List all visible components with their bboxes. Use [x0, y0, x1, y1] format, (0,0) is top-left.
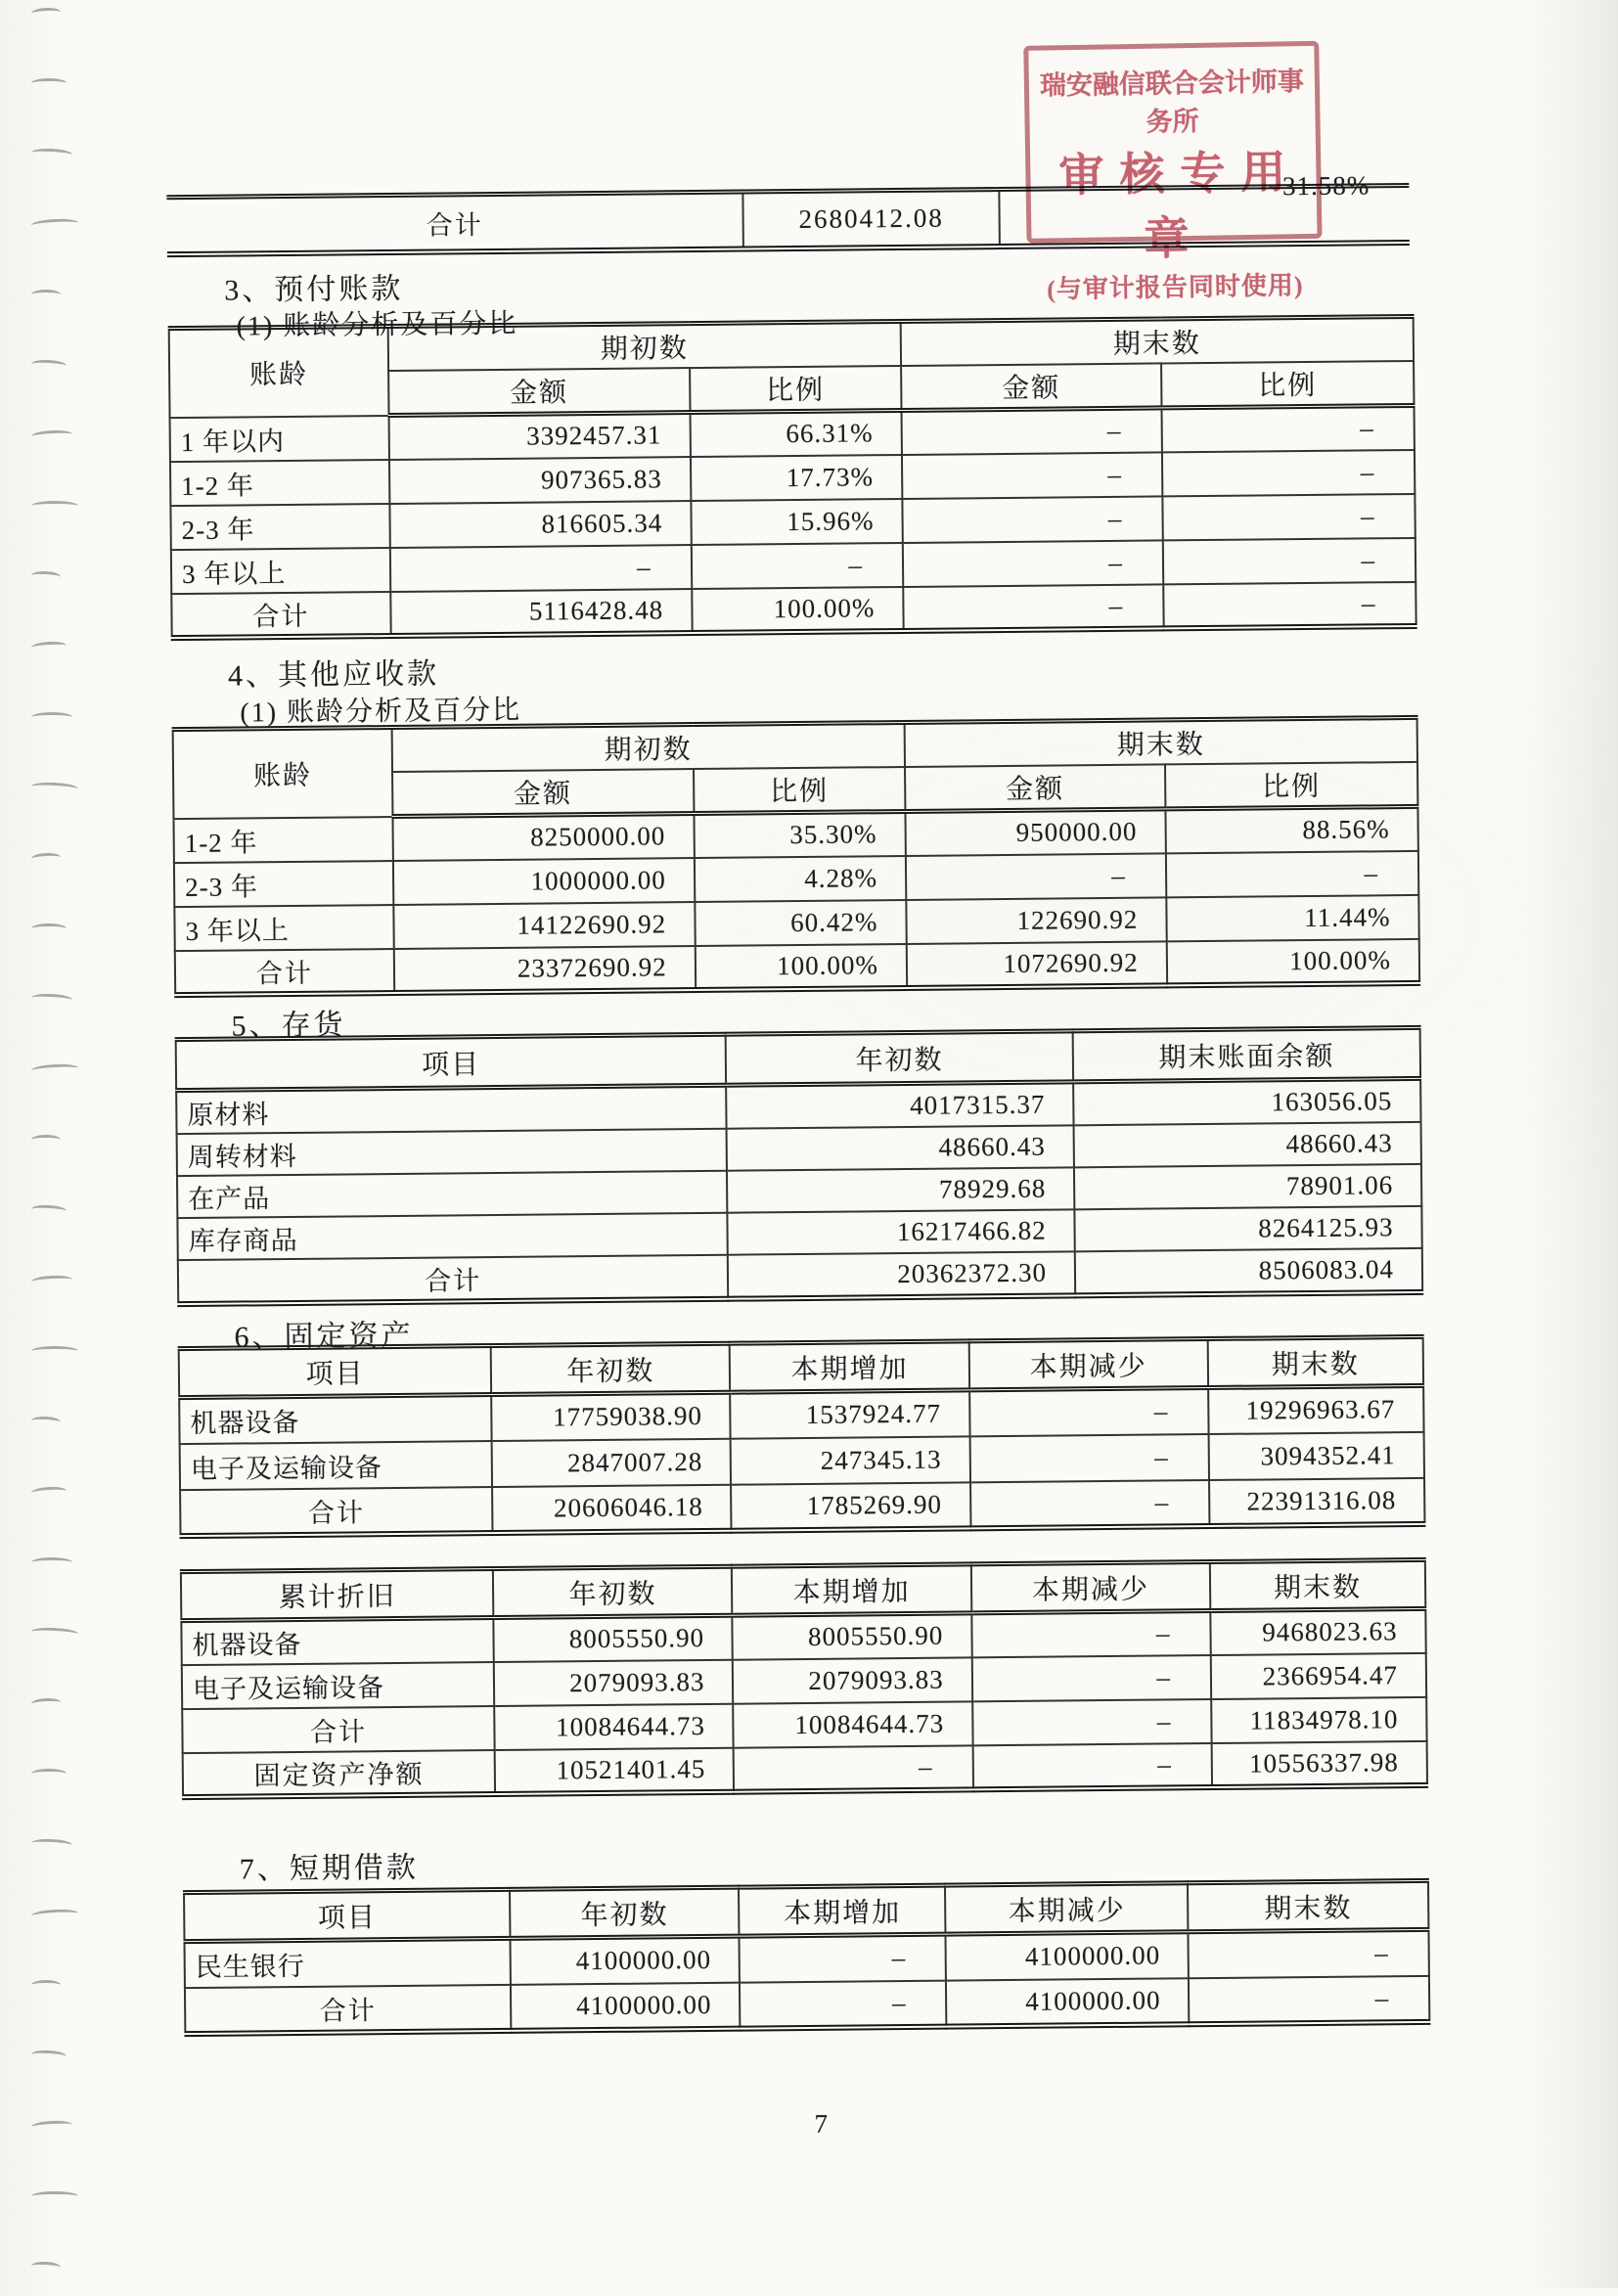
accumulated-depreciation-table-grid: [180, 1557, 1428, 1800]
column-header: 项目: [176, 1034, 727, 1090]
table-cell: 20606046.18: [492, 1484, 732, 1532]
table-cell: 合计: [182, 1706, 495, 1753]
column-header: 账龄: [169, 327, 389, 418]
column-header: 年初数: [491, 1343, 731, 1394]
table-cell: 10084644.73: [734, 1701, 973, 1747]
prepaid-aging-table: [168, 314, 1417, 641]
table-cell: 15.96%: [691, 498, 903, 544]
section-3-title: 3、预付账款: [224, 272, 404, 307]
column-header: 累计折旧: [181, 1569, 494, 1621]
column-header: 本期增加: [732, 1564, 971, 1615]
column-header: 年初数: [726, 1031, 1073, 1085]
column-header: 年初数: [493, 1566, 733, 1617]
table-cell: –: [971, 1655, 1211, 1701]
table-cell: 机器设备: [179, 1395, 492, 1444]
table-cell: 17.73%: [691, 454, 903, 500]
table-cell: 合计: [185, 1984, 512, 2033]
table-cell: 3 年以上: [171, 548, 390, 594]
table-cell: 在产品: [177, 1171, 728, 1218]
short-term-loans-table-grid: [183, 1878, 1430, 2037]
table-cell: 1 年以内: [170, 416, 389, 462]
table-cell: 100.00%: [1166, 938, 1419, 984]
table-cell: 48660.43: [727, 1125, 1074, 1170]
table-cell: –: [740, 1980, 947, 2028]
table-cell: 电子及运输设备: [180, 1441, 493, 1490]
table-cell: 78929.68: [727, 1167, 1074, 1212]
table-cell: 合计: [171, 592, 390, 638]
table-cell: 11834978.10: [1211, 1696, 1427, 1742]
column-header: 金额: [388, 368, 690, 415]
section-3-subtitle: (1) 账龄分析及百分比: [236, 308, 518, 342]
table-cell: 122690.92: [906, 897, 1166, 944]
column-header: 期末数: [1210, 1559, 1426, 1610]
table-cell: 2-3 年: [170, 504, 389, 550]
table-cell: 原材料: [176, 1085, 727, 1134]
table-cell: 1-2 年: [173, 817, 392, 863]
column-header: 期末数: [1208, 1336, 1424, 1387]
table-cell: –: [390, 545, 692, 592]
other-receivables-aging-table-grid: [172, 715, 1421, 998]
table-cell: 8264125.93: [1074, 1206, 1421, 1251]
table-cell: 4.28%: [695, 855, 907, 901]
column-header: 比例: [694, 767, 906, 814]
section-6-title: 6、固定资产: [234, 1319, 414, 1354]
column-header: 项目: [179, 1346, 492, 1398]
table-cell: 电子及运输设备: [182, 1662, 495, 1709]
table-cell: 48660.43: [1074, 1122, 1421, 1167]
table-cell: 2079093.83: [733, 1657, 972, 1703]
column-header: 比例: [1165, 762, 1418, 809]
table-cell: 8005550.90: [733, 1613, 972, 1659]
table-cell: –: [1162, 493, 1416, 539]
table-cell: 2847007.28: [492, 1438, 732, 1486]
table-cell: 4100000.00: [511, 1982, 740, 2030]
section-5-title: 5、存货: [231, 1009, 346, 1043]
table-cell: 机器设备: [181, 1618, 494, 1665]
table-cell: –: [901, 408, 1161, 455]
column-header: 期初数: [391, 722, 904, 772]
table-cell: 1785269.90: [732, 1482, 971, 1530]
column-header: 本期减少: [971, 1562, 1211, 1613]
table-cell: –: [734, 1745, 973, 1791]
short-term-loans-table: [183, 1878, 1430, 2037]
column-header: 期末数: [1188, 1880, 1428, 1931]
table-cell: –: [1189, 1929, 1429, 1977]
table-cell: 合计: [175, 948, 394, 994]
table-cell: 907365.83: [389, 457, 691, 504]
table-cell: 8250000.00: [392, 814, 694, 861]
table-cell: 66.31%: [690, 410, 902, 456]
table-cell: 1072690.92: [907, 941, 1167, 988]
table-cell: 合计: [178, 1255, 729, 1304]
column-header: 期末数: [901, 316, 1415, 366]
table-cell: 3094352.41: [1208, 1431, 1424, 1479]
table-cell: –: [969, 1388, 1209, 1436]
table-cell: 163056.05: [1073, 1078, 1420, 1125]
table-cell: 周转材料: [177, 1129, 728, 1176]
table-cell: 10521401.45: [495, 1747, 735, 1793]
table-cell: –: [906, 853, 1166, 900]
prepaid-aging-table-grid: [168, 314, 1417, 641]
table-cell: 库存商品: [177, 1213, 728, 1260]
table-cell: 4100000.00: [946, 1978, 1189, 2026]
accumulated-depreciation-table: [180, 1557, 1428, 1800]
table-cell: –: [1166, 850, 1419, 896]
column-header: 金额: [392, 769, 694, 816]
table-cell: 10084644.73: [494, 1703, 734, 1749]
column-header: 本期减少: [945, 1883, 1188, 1934]
other-receivables-aging-table: [172, 715, 1421, 998]
stamp-usage-note: (与审计报告同时使用): [1046, 271, 1304, 304]
table-cell: 合计: [180, 1487, 493, 1536]
column-header: 金额: [901, 363, 1161, 410]
column-header: 年初数: [510, 1887, 740, 1938]
table-cell: 1000000.00: [393, 858, 695, 905]
table-cell: 10556337.98: [1212, 1740, 1427, 1786]
table-cell: –: [903, 540, 1163, 587]
table-cell: 1-2 年: [170, 460, 389, 506]
inventory-table-grid: [175, 1025, 1424, 1307]
table-cell: 816605.34: [389, 501, 691, 548]
table-cell: 19296963.67: [1208, 1385, 1424, 1433]
table-cell: 20362372.30: [728, 1251, 1075, 1298]
column-header: 期初数: [388, 321, 901, 371]
table-cell: –: [969, 1434, 1209, 1482]
table-cell: 3 年以上: [174, 904, 393, 950]
table-cell: –: [972, 1699, 1212, 1745]
table-cell: 17759038.90: [491, 1392, 731, 1440]
table-cell: 5116428.48: [390, 589, 692, 636]
table-cell: –: [1163, 581, 1416, 627]
table-cell: –: [1161, 405, 1415, 451]
table-cell: –: [740, 1934, 947, 1982]
column-header: 期末数: [904, 717, 1417, 767]
table-cell: 14122690.92: [393, 902, 695, 949]
table-cell: –: [902, 496, 1162, 543]
column-header: 项目: [184, 1889, 511, 1941]
table-cell: 合计: [166, 192, 743, 254]
table-cell: 11.44%: [1166, 894, 1419, 940]
table-cell: 4017315.37: [726, 1082, 1073, 1129]
table-cell: 23372690.92: [394, 946, 696, 993]
table-cell: –: [970, 1480, 1210, 1528]
table-cell: 35.30%: [694, 811, 906, 857]
table-cell: 3392457.31: [388, 413, 690, 460]
inventory-table: [175, 1025, 1424, 1307]
section-4-subtitle: (1) 账龄分析及百分比: [240, 695, 522, 729]
table-cell: –: [902, 452, 1162, 499]
section-4-title: 4、其他应收款: [227, 657, 440, 693]
table-cell: 8005550.90: [494, 1615, 734, 1661]
table-cell: –: [1162, 449, 1416, 495]
table-cell: –: [691, 542, 903, 588]
column-header: 比例: [1161, 361, 1415, 408]
column-header: 本期增加: [739, 1885, 946, 1936]
table-cell: 100.00%: [695, 943, 907, 989]
carryover-ratio-value: 31.58%: [1281, 170, 1371, 202]
table-cell: 2079093.83: [494, 1659, 734, 1705]
table-cell: 9468023.63: [1210, 1608, 1425, 1654]
table-cell: 4100000.00: [511, 1936, 740, 1984]
table-cell: 2680412.08: [743, 190, 1000, 249]
audit-stamp: [1023, 41, 1322, 304]
table-cell: –: [971, 1611, 1211, 1657]
table-cell: –: [903, 584, 1163, 631]
table-cell: 2-3 年: [174, 860, 393, 906]
table-cell: 8506083.04: [1075, 1248, 1422, 1295]
table-cell: 60.42%: [695, 899, 907, 945]
fixed-assets-cost-table: [178, 1334, 1426, 1539]
table-cell: 100.00%: [692, 586, 904, 632]
table-cell: 88.56%: [1165, 806, 1418, 852]
page-number: 7: [814, 2108, 829, 2138]
fixed-assets-cost-table-grid: [178, 1334, 1426, 1539]
column-header: 账龄: [173, 728, 393, 819]
table-cell: 950000.00: [905, 809, 1165, 856]
table-cell: 2366954.47: [1211, 1652, 1427, 1698]
table-cell: 22391316.08: [1209, 1477, 1425, 1525]
table-cell: 4100000.00: [946, 1932, 1189, 1980]
table-cell: 固定资产净额: [183, 1750, 496, 1797]
column-header: 本期增加: [730, 1341, 969, 1392]
column-header: 本期减少: [968, 1339, 1208, 1390]
table-cell: 1537924.77: [731, 1390, 970, 1438]
table-cell: 16217466.82: [728, 1209, 1075, 1254]
table-cell: –: [972, 1743, 1212, 1789]
column-header: 金额: [905, 764, 1165, 811]
column-header: 比例: [690, 366, 902, 413]
stamp-seal-title: 审核专用章: [1058, 147, 1302, 264]
table-cell: –: [1163, 537, 1416, 583]
table-cell: –: [1189, 1975, 1429, 2023]
section-7-title: 7、短期借款: [239, 1851, 419, 1886]
column-header: 期末账面余额: [1073, 1027, 1420, 1081]
table-cell: 民生银行: [185, 1938, 512, 1987]
stamp-firm-name: 瑞安融信联合会计师事务所: [1039, 67, 1305, 137]
table-cell: 247345.13: [731, 1436, 970, 1484]
table-cell: 78901.06: [1074, 1164, 1421, 1209]
